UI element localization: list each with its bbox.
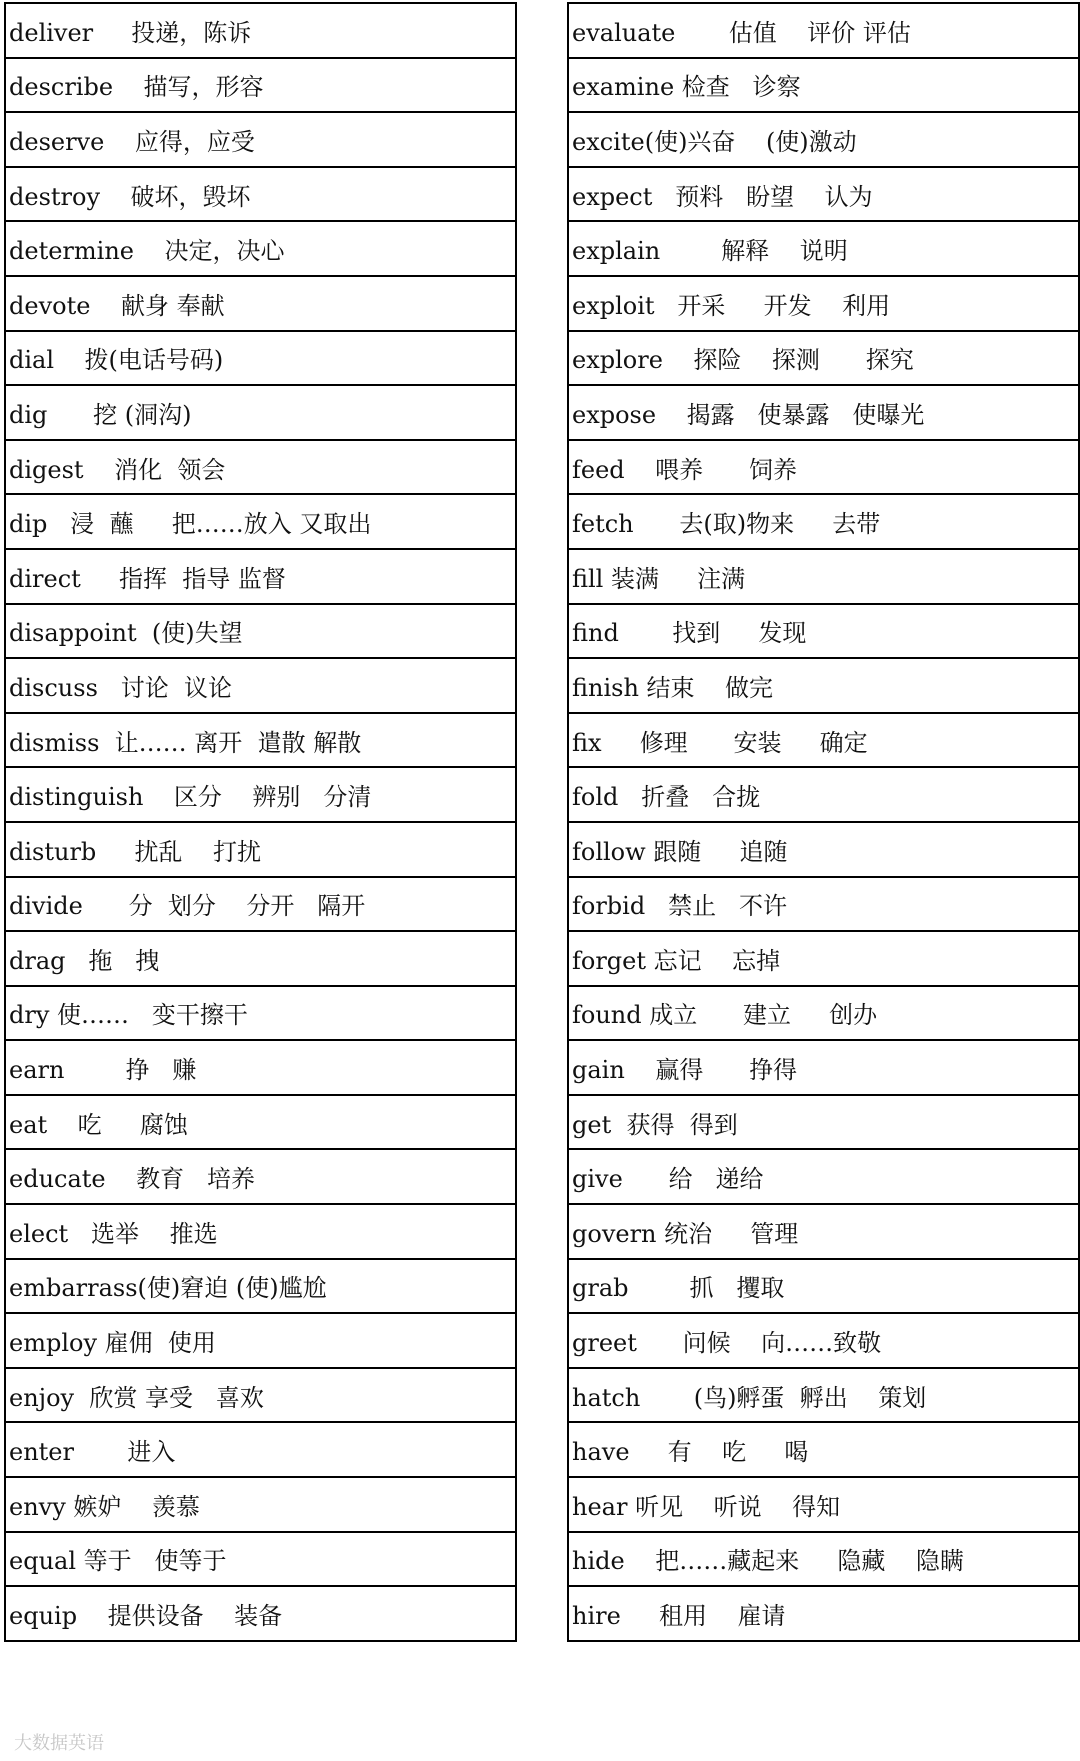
vocab-entry: give 给 递给 xyxy=(568,1149,1079,1204)
vocab-entry: dip 浸 蘸 把……放入 又取出 xyxy=(5,494,516,549)
vocab-entry: hear 听见 听说 得知 xyxy=(568,1477,1079,1532)
vocab-entry: envy 嫉妒 羡慕 xyxy=(5,1477,516,1532)
vocab-row xyxy=(568,112,1079,167)
vocab-row xyxy=(5,276,516,331)
vocab-entry: greet 问候 向……致敬 xyxy=(568,1313,1079,1368)
vocab-entry: dig 挖 (洞沟) xyxy=(5,385,516,440)
vocab-row xyxy=(568,822,1079,877)
vocab-row xyxy=(5,440,516,495)
vocab-entry: embarrass(使)窘迫 (使)尴尬 xyxy=(5,1259,516,1314)
vocab-row xyxy=(568,1313,1079,1368)
vocab-row xyxy=(568,221,1079,276)
vocab-entry: eat 吃 腐蚀 xyxy=(5,1095,516,1150)
vocab-entry: equip 提供设备 装备 xyxy=(5,1586,516,1641)
vocab-row xyxy=(5,494,516,549)
vocab-row xyxy=(5,221,516,276)
vocab-entry: finish 结束 做完 xyxy=(568,658,1079,713)
watermark: 大数据英语 xyxy=(14,1733,104,1754)
vocab-row xyxy=(5,931,516,986)
vocab-row xyxy=(5,1095,516,1150)
vocab-entry: educate 教育 培养 xyxy=(5,1149,516,1204)
vocab-entry: examine 检查 诊察 xyxy=(568,58,1079,113)
vocab-entry: explore 探险 探测 探究 xyxy=(568,331,1079,386)
vocab-entry: deliver 投递，陈诉 xyxy=(5,3,516,58)
vocab-entry: dismiss 让…… 离开 遣散 解散 xyxy=(5,713,516,768)
vocab-row xyxy=(568,713,1079,768)
vocab-row xyxy=(568,1368,1079,1423)
vocab-row xyxy=(5,822,516,877)
vocab-entry: forbid 禁止 不许 xyxy=(568,877,1079,932)
vocab-row xyxy=(568,385,1079,440)
vocab-row xyxy=(5,1040,516,1095)
vocab-row xyxy=(5,658,516,713)
vocab-row xyxy=(568,986,1079,1041)
vocab-row xyxy=(5,986,516,1041)
vocab-entry: destroy 破坏，毁坏 xyxy=(5,167,516,222)
vocab-entry: grab 抓 攫取 xyxy=(568,1259,1079,1314)
vocab-row xyxy=(568,931,1079,986)
vocab-entry: dial 拨(电话号码) xyxy=(5,331,516,386)
vocab-row xyxy=(568,167,1079,222)
vocab-entry: fetch 去(取)物来 去带 xyxy=(568,494,1079,549)
vocab-entry: disappoint (使)失望 xyxy=(5,604,516,659)
vocab-row xyxy=(5,1149,516,1204)
vocab-entry: distinguish 区分 辨别 分清 xyxy=(5,767,516,822)
vocab-entry: earn 挣 赚 xyxy=(5,1040,516,1095)
vocab-row xyxy=(568,1532,1079,1587)
vocab-row xyxy=(5,385,516,440)
vocab-row xyxy=(5,1586,516,1641)
vocab-entry: hatch (鸟)孵蛋 孵出 策划 xyxy=(568,1368,1079,1423)
vocab-entry: gain 赢得 挣得 xyxy=(568,1040,1079,1095)
vocab-row xyxy=(5,112,516,167)
vocab-row xyxy=(568,767,1079,822)
vocab-entry: enter 进入 xyxy=(5,1422,516,1477)
vocab-entry: found 成立 建立 创办 xyxy=(568,986,1079,1041)
vocab-row xyxy=(5,167,516,222)
vocab-row xyxy=(568,658,1079,713)
vocab-entry: forget 忘记 忘掉 xyxy=(568,931,1079,986)
vocab-row xyxy=(568,1422,1079,1477)
vocab-entry: devote 献身 奉献 xyxy=(5,276,516,331)
vocab-entry: drag 拖 拽 xyxy=(5,931,516,986)
vocab-entry: excite(使)兴奋 (使)激动 xyxy=(568,112,1079,167)
vocab-entry: elect 选举 推选 xyxy=(5,1204,516,1259)
vocab-entry: direct 指挥 指导 监督 xyxy=(5,549,516,604)
vocab-entry: equal 等于 使等于 xyxy=(5,1532,516,1587)
vocab-row xyxy=(568,1586,1079,1641)
vocab-entry: govern 统治 管理 xyxy=(568,1204,1079,1259)
vocab-entry: enjoy 欣赏 享受 喜欢 xyxy=(5,1368,516,1423)
vocab-row xyxy=(568,877,1079,932)
vocab-entry: disturb 扰乱 打扰 xyxy=(5,822,516,877)
vocab-row xyxy=(5,1532,516,1587)
vocab-row xyxy=(5,58,516,113)
vocab-entry: feed 喂养 饲养 xyxy=(568,440,1079,495)
vocab-row xyxy=(568,276,1079,331)
vocab-entry: exploit 开采 开发 利用 xyxy=(568,276,1079,331)
vocab-entry: hide 把……藏起来 隐藏 隐瞒 xyxy=(568,1532,1079,1587)
vocab-entry: fill 装满 注满 xyxy=(568,549,1079,604)
vocab-row xyxy=(5,331,516,386)
vocab-row xyxy=(5,1422,516,1477)
vocab-entry: have 有 吃 喝 xyxy=(568,1422,1079,1477)
vocab-entry: find 找到 发现 xyxy=(568,604,1079,659)
vocab-row xyxy=(5,713,516,768)
vocab-row xyxy=(568,494,1079,549)
vocab-entry: expect 预料 盼望 认为 xyxy=(568,167,1079,222)
vocab-entry: dry 使…… 变干擦干 xyxy=(5,986,516,1041)
vocab-entry: describe 描写，形容 xyxy=(5,58,516,113)
vocab-row xyxy=(5,1313,516,1368)
vocab-row xyxy=(568,1149,1079,1204)
vocab-entry: employ 雇佣 使用 xyxy=(5,1313,516,1368)
vocab-row xyxy=(568,1259,1079,1314)
vocab-row xyxy=(568,1477,1079,1532)
vocab-table-right xyxy=(567,2,1080,1642)
vocab-row xyxy=(568,331,1079,386)
vocab-entry: fold 折叠 合拢 xyxy=(568,767,1079,822)
vocab-row xyxy=(5,877,516,932)
vocab-row xyxy=(568,3,1079,58)
vocab-entry: explain 解释 说明 xyxy=(568,221,1079,276)
vocab-row xyxy=(5,1204,516,1259)
vocab-entry: hire 租用 雇请 xyxy=(568,1586,1079,1641)
vocab-row xyxy=(568,1095,1079,1150)
vocab-entry: follow 跟随 追随 xyxy=(568,822,1079,877)
vocab-row xyxy=(5,604,516,659)
vocab-row xyxy=(5,549,516,604)
vocab-entry: evaluate 估值 评价 评估 xyxy=(568,3,1079,58)
vocab-row xyxy=(5,1368,516,1423)
vocab-entry: discuss 讨论 议论 xyxy=(5,658,516,713)
vocab-entry: digest 消化 领会 xyxy=(5,440,516,495)
vocab-row xyxy=(5,767,516,822)
vocab-table-left xyxy=(4,2,517,1642)
vocab-row xyxy=(5,3,516,58)
vocab-entry: fix 修理 安装 确定 xyxy=(568,713,1079,768)
vocab-entry: expose 揭露 使暴露 使曝光 xyxy=(568,385,1079,440)
vocab-row xyxy=(5,1259,516,1314)
vocab-row xyxy=(568,549,1079,604)
vocab-row xyxy=(5,1477,516,1532)
vocab-entry: divide 分 划分 分开 隔开 xyxy=(5,877,516,932)
vocab-row xyxy=(568,58,1079,113)
vocab-entry: get 获得 得到 xyxy=(568,1095,1079,1150)
vocab-entry: deserve 应得，应受 xyxy=(5,112,516,167)
vocab-row xyxy=(568,1040,1079,1095)
vocab-entry: determine 决定，决心 xyxy=(5,221,516,276)
vocab-row xyxy=(568,440,1079,495)
vocab-row xyxy=(568,604,1079,659)
vocab-row xyxy=(568,1204,1079,1259)
